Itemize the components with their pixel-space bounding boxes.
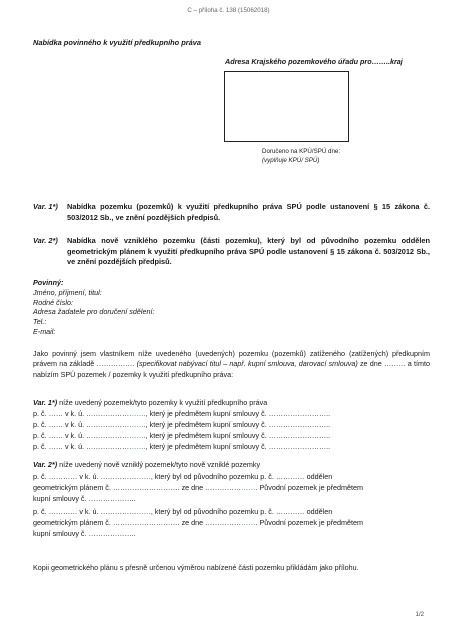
applicant-heading: Povinný:	[33, 278, 64, 287]
applicant-field-address: Adresa žadatele pro doručení sdělení:	[33, 307, 155, 317]
variant-2-heading	[33, 236, 430, 268]
row-dots: …….	[129, 420, 146, 429]
applicant-field-birth-number: Rodné číslo:	[33, 297, 73, 307]
section-2-item-line	[33, 472, 430, 482]
section-2-item-line	[33, 518, 430, 528]
variant-2-label: Var. 2*)	[33, 236, 58, 245]
section-2-item-line	[33, 494, 430, 504]
item-original: . Původní pozemek je předmětem	[255, 483, 363, 492]
variant-1-text: Nabídka pozemku (pozemků) k využití předkupního práva SPÚ podle ustanovení § 15 zákona č. 503/2012 Sb., ve znění pozdějších předpisů.	[67, 202, 430, 222]
item-dots: ……	[241, 518, 256, 527]
intro-part-1: Jako povinný jsem vlastníkem níže uvedeného (uvedených) pozemku (pozemků) zatíženého (zatížených) předkupním právem na základě …………….	[33, 349, 430, 369]
delivery-note	[262, 147, 340, 165]
variant-1-heading	[33, 202, 430, 223]
section-1-row	[33, 431, 430, 441]
applicant-block	[33, 278, 154, 337]
row-contract: , který je předmětem kupní smlouvy č. ……………………..	[145, 442, 331, 451]
row-parcel: p. č. …… v k. ú. ………………	[33, 420, 130, 429]
item-plan: geometrickým plánem č. ………………………. ze dne ……………	[33, 483, 242, 492]
applicant-field-email: E-mail:	[33, 326, 56, 336]
row-dots: …….	[129, 409, 146, 418]
intro-part-2: ze dne ……… a tímto nabízím SPÚ pozemek / pozemky k využití předkupního práva:	[33, 359, 430, 379]
section-1-heading	[33, 398, 267, 408]
form-reference: C – příloha č. 138 (15062018)	[187, 7, 270, 14]
page-number: 1/2	[415, 612, 424, 618]
section-1-label: Var. 1*)	[33, 398, 58, 407]
section-1-row	[33, 409, 430, 419]
section-2-item-line	[33, 529, 430, 539]
section-2-heading	[33, 460, 260, 470]
delivered-note: (vyplňuje KPÚ/ SPÚ)	[262, 157, 320, 164]
office-address: Adresa Krajského pozemkového úřadu pro……..kraj	[225, 57, 403, 66]
item-contract: kupní smlouvy č. ………………..	[33, 494, 136, 503]
row-parcel: p. č. …… v k. ú. ………………	[33, 409, 130, 418]
section-1-row	[33, 442, 430, 452]
row-dots: …….	[129, 442, 146, 451]
section-2-item-line	[33, 507, 430, 517]
closing-paragraph: Kopii geometrického plánu s přesně určenou výměrou nabízené části pozemku přikládám jako přílohu.	[33, 563, 359, 572]
section-1-text: níže uvedený pozemek/tyto pozemky k využití předkupního práva	[57, 398, 268, 407]
item-dots: ……	[136, 472, 151, 481]
row-contract: , který je předmětem kupní smlouvy č. ……………………..	[145, 420, 331, 429]
row-contract: , který je předmětem kupní smlouvy č. ……………………..	[145, 431, 331, 440]
intro-paragraph	[33, 349, 430, 380]
applicant-field-phone: Tel.:	[33, 317, 47, 327]
section-2-text: níže uvedený nově vzniklý pozemek/tyto nově vzniklé pozemky	[57, 460, 261, 469]
applicant-field-name: Jméno, příjmení, titul:	[33, 287, 102, 297]
row-parcel: p. č. …… v k. ú. ………………	[33, 442, 130, 451]
row-parcel: p. č. …… v k. ú. ………………	[33, 431, 130, 440]
item-origin: , který byl od původního pozemku p. č. ………… oddělen	[150, 507, 333, 516]
item-parcel: p. č. ………… v k. ú. ……………	[33, 507, 137, 516]
section-1-row	[33, 420, 430, 430]
row-dots: …….	[129, 431, 146, 440]
stamp-box	[224, 71, 349, 142]
item-original: . Původní pozemek je předmětem	[255, 518, 363, 527]
variant-2-text: Nabídka nově vzniklého pozemku (části pozemku), který byl od původního pozemku oddělen geometrickým plánem k využití předkupního práva SPÚ podle ustanovení § 15 zákona č. 503/2012 Sb., ve znění pozdějších předpisů.	[67, 236, 430, 267]
intro-italic: (specifikovat nabývací titul – např. kupní smlouva, darovací smlouva)	[136, 359, 358, 369]
item-origin: , který byl od původního pozemku p. č. ………… oddělen	[150, 472, 333, 481]
item-contract: kupní smlouvy č. ………………..	[33, 529, 136, 538]
row-contract: , který je předmětem kupní smlouvy č. ……………………..	[145, 409, 331, 418]
section-2-label: Var. 2*)	[33, 460, 58, 469]
variant-1-label: Var. 1*)	[33, 202, 58, 211]
section-2-item-line	[33, 483, 430, 493]
item-plan: geometrickým plánem č. ………………………. ze dne ……………	[33, 518, 242, 527]
delivered-line: Doručeno na KPÚ/SPÚ dne:	[262, 148, 341, 155]
item-parcel: p. č. ………… v k. ú. ……………	[33, 472, 137, 481]
document-title: Nabídka povinného k využití předkupního práva	[33, 38, 201, 47]
item-dots: ……	[241, 483, 256, 492]
item-dots: ……	[136, 507, 151, 516]
